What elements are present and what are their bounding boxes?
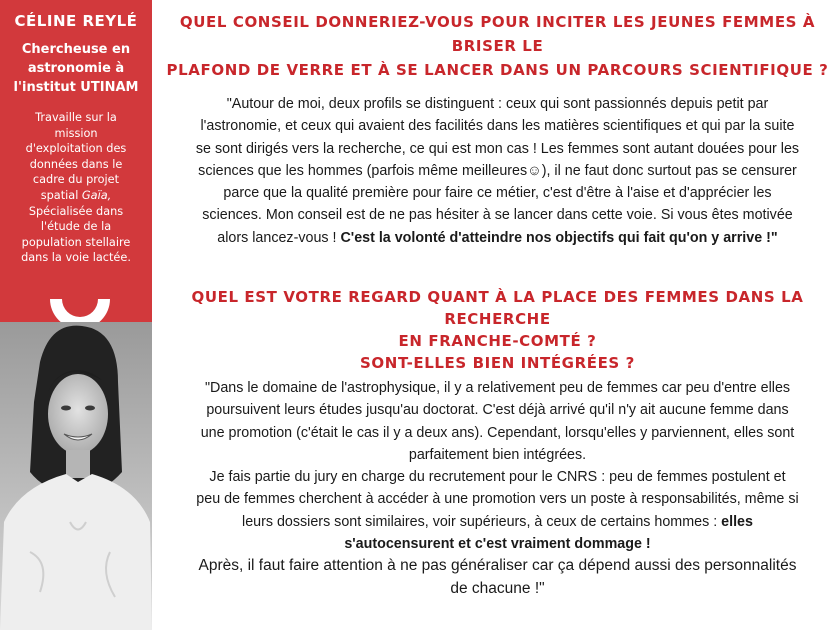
portrait-photo [0,322,152,630]
question-line: SONT-ELLES BIEN INTÉGRÉES ? [360,354,635,372]
answer-line: poursuivent leurs études jusqu'au doctorat. C'est déjà arrivé qu'il n'y ait aucune femme dans [206,402,789,419]
answer-2-paragraph [160,377,835,600]
profile-desc-line: l'étude de la [40,220,112,234]
answer-line: une promotion (c'était le cas il y a deux ans). Cependant, lorsqu'elles y parviennent, elles sont [200,424,795,441]
answer-line: "Dans le domaine de l'astrophysique, il y a relativement peu de femmes car peu d'entre elles [204,380,791,396]
profile-desc-line: cadre du projet [32,173,120,187]
answer-line: sciences que les hommes (parfois même meilleures☺), il ne faut donc surtout pas se censurer [198,162,797,179]
profile-title-line: Chercheuse en [21,42,131,57]
profile-name: CÉLINE REYLÉ [14,12,138,30]
answer-closing-line: Après, il faut faire attention à ne pas généraliser car ça dépend aussi des personnalités [198,557,797,575]
profile-title-line: l'institut UTINAM [13,80,139,95]
answer-emphasis: elles [721,513,753,530]
answer-emphasis-line: s'autocensurent et c'est vraiment dommage ! [344,536,651,553]
profile-desc-line: mission [54,126,98,140]
answer-text: alors lancez-vous ! [217,229,341,246]
answer-line: sciences. Mon conseil est de ne pas hésiter à se lancer dans cette voie. Si vous êtes motivée [202,207,793,224]
profile-desc-line: Travaille sur la [35,111,117,124]
question-line: QUEL CONSEIL DONNERIEZ-VOUS POUR INCITER LES JEUNES FEMMES À BRISER LE [179,13,816,55]
answer-line [160,227,835,249]
profile-sidebar [0,0,152,630]
desc-project-prefix: spatial [40,188,82,202]
answer-line: l'astronomie, et ceux qui avaient des facilités dans les matières scientifiques et qui par la suite [200,118,795,135]
profile-title-line: astronomie à [27,61,125,76]
answer-line [160,511,835,533]
question-line: PLAFOND DE VERRE ET À SE LANCER DANS UN PARCOURS SCIENTIFIQUE ? [166,61,829,79]
answer-line: "Autour de moi, deux profils se distinguent : ceux qui sont passionnés depuis petit par [226,96,769,112]
answer-closing-line: de chacune !" [450,579,545,597]
answer-line: parfaitement bien intégrées. [408,446,587,463]
answer-line: peu de femmes cherchent à accéder à une promotion vers un poste à responsabilités, même si [196,491,799,508]
question-line: EN FRANCHE-COMTÉ ? [398,332,597,350]
profile-desc-line: Spécialisée dans [28,204,124,218]
question-line: QUEL EST VOTRE REGARD QUANT À LA PLACE DES FEMMES DANS LA RECHERCHE [191,288,804,328]
project-name: Gaïa, [81,188,112,202]
answer-line: se sont dirigés vers la recherche, ce qui est mon cas ! Les femmes sont autant douées pour les [195,140,800,157]
profile-description [10,110,142,266]
question-1-heading [160,10,835,82]
profile-title [6,40,146,97]
answer-line: Je fais partie du jury en charge du recrutement pour le CNRS : peu de femmes postulent et [209,469,786,486]
profile-desc-line: dans la voie lactée. [21,251,131,265]
answer-line: parce que la qualité première pour faire ce métier, c'est d'être à l'aise et d'apprécier les [223,185,772,202]
answer-text: leurs dossiers sont similaires, voir supérieurs, à ceux de certains hommes : [242,513,722,530]
profile-desc-line: population stellaire [21,235,131,249]
question-2-heading [160,286,835,374]
answer-1-paragraph [160,93,835,249]
profile-desc-line: d'exploitation des [25,142,127,156]
profile-desc-line [10,188,142,204]
profile-desc-line: données dans le [29,157,123,171]
answer-emphasis: C'est la volonté d'atteindre nos objectifs qui fait qu'on y arrive !" [340,229,778,246]
